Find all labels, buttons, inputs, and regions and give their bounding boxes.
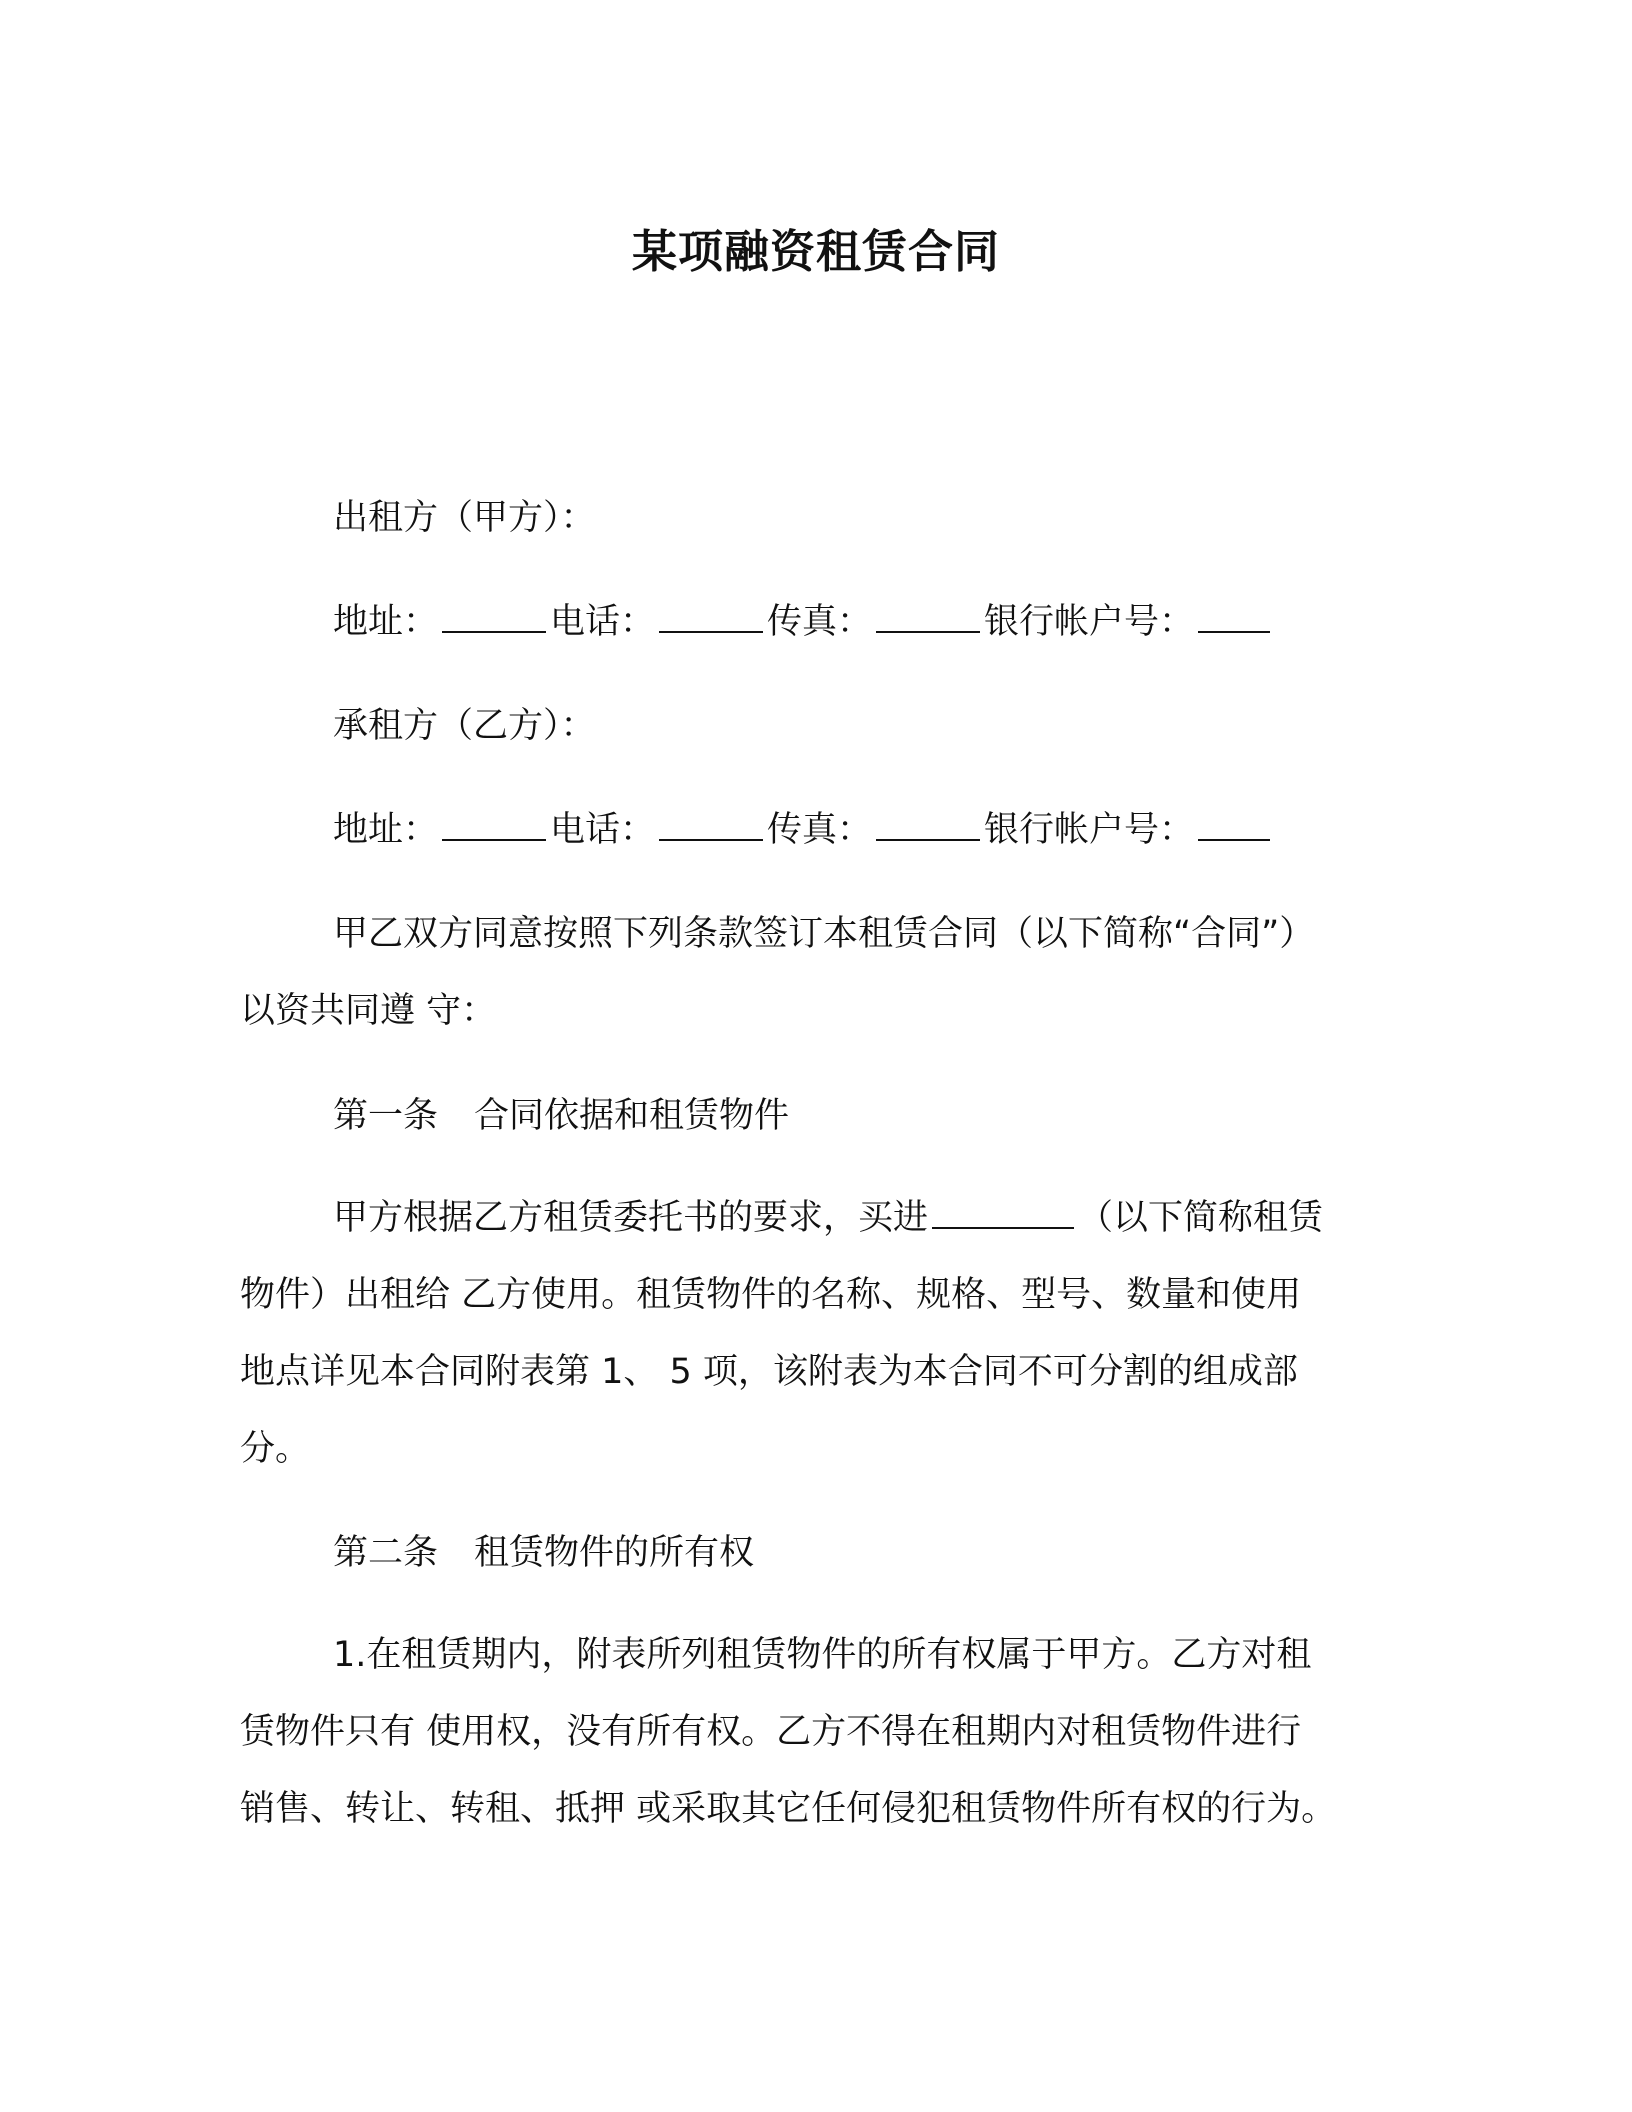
lessor-bank-blank <box>1198 601 1270 633</box>
article-1-line-3: 地点详见本合同附表第 1、 5 项，该附表为本合同不可分割的组成部 <box>240 1352 1298 1392</box>
article-1-line-4: 分。 <box>240 1429 311 1469</box>
lessee-phone-label: 电话： <box>550 810 656 850</box>
document-title: 某项融资租赁合同 <box>631 225 1000 278</box>
lessor-address-blank <box>442 601 546 633</box>
article-1-number: 第一条 <box>333 1096 439 1136</box>
article-2-number: 第二条 <box>333 1533 439 1573</box>
article-1-paragraph <box>240 1180 1400 1488</box>
article-2-line-3: 销售、转让、转租、抵押 或采取其它任何侵犯租赁物件所有权的行为。 <box>240 1789 1337 1829</box>
intro-line-2: 以资共同遵 守： <box>240 991 497 1031</box>
lessee-contact-line <box>333 804 1274 856</box>
lessee-fax-blank <box>876 809 980 841</box>
lessor-fax-label: 传真： <box>767 602 873 642</box>
article-1-line-1 <box>240 1180 1400 1257</box>
article-2-line-2: 赁物件只有 使用权，没有所有权。乙方不得在租期内对租赁物件进行 <box>240 1712 1302 1752</box>
lessee-bank-blank <box>1198 809 1270 841</box>
article-2-paragraph <box>240 1617 1400 1848</box>
lessee-label: 承租方（乙方）： <box>333 706 596 746</box>
article-1-line-1-after: （以下简称租赁 <box>1078 1198 1324 1238</box>
article-1-line-2: 物件）出租给 乙方使用。租赁物件的名称、规格、型号、数量和使用 <box>240 1275 1302 1315</box>
article-2-heading <box>333 1527 754 1579</box>
lessor-phone-label: 电话： <box>550 602 656 642</box>
lessee-bank-label: 银行帐户号： <box>984 810 1195 850</box>
article-1-title: 合同依据和租赁物件 <box>474 1096 790 1136</box>
lessor-phone-blank <box>659 601 763 633</box>
lessor-fax-blank <box>876 601 980 633</box>
lessor-address-label: 地址： <box>333 602 439 642</box>
lessor-label: 出租方（甲方）： <box>333 498 596 538</box>
lessee-address-blank <box>442 809 546 841</box>
lessor-bank-label: 银行帐户号： <box>984 602 1195 642</box>
lessee-phone-blank <box>659 809 763 841</box>
lessee-fax-label: 传真： <box>767 810 873 850</box>
intro-line-1: 甲乙双方同意按照下列条款签订本租赁合同（以下简称“合同”） <box>333 914 1315 954</box>
article-2-title: 租赁物件的所有权 <box>474 1533 755 1573</box>
article-1-heading <box>333 1090 789 1142</box>
lessee-address-label: 地址： <box>333 810 439 850</box>
leased-item-blank <box>932 1197 1074 1229</box>
intro-paragraph <box>240 896 1400 1050</box>
lessor-contact-line <box>333 596 1274 648</box>
article-2-line-1: 1.在租赁期内，附表所列租赁物件的所有权属于甲方。乙方对租 <box>333 1635 1312 1675</box>
article-1-line-1-before: 甲方根据乙方租赁委托书的要求，买进 <box>333 1198 929 1238</box>
